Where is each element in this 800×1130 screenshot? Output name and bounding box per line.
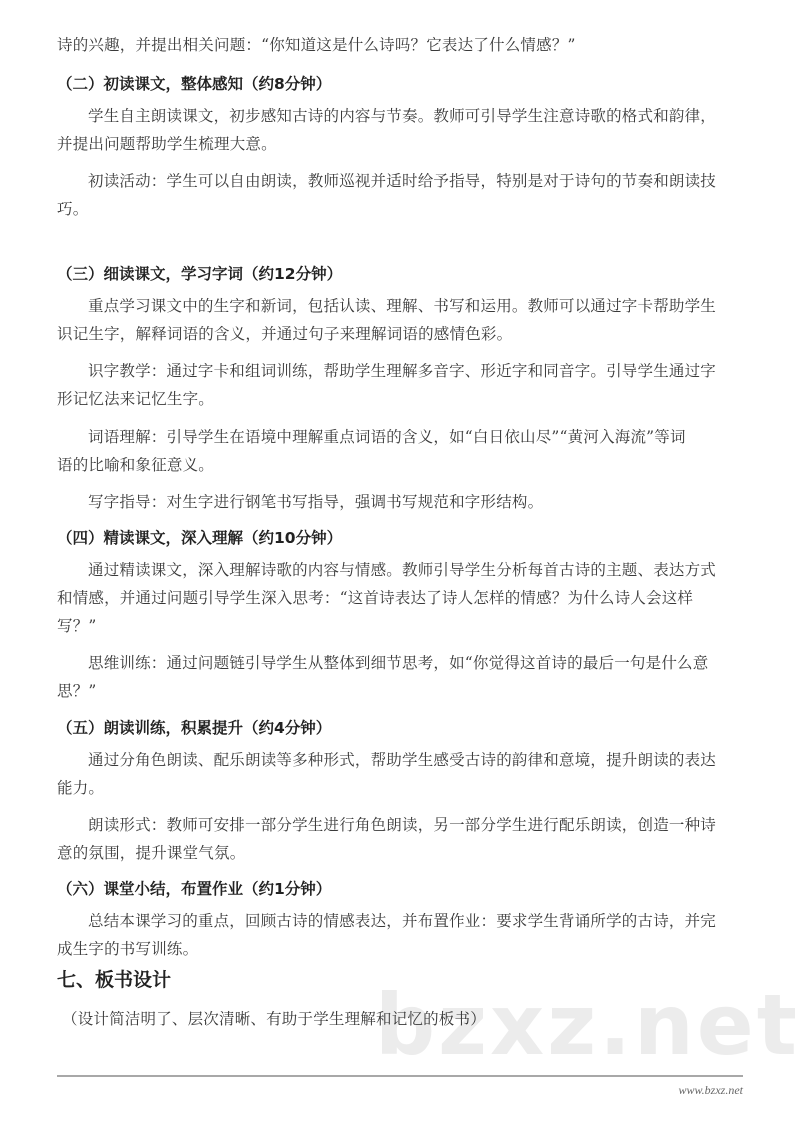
paragraph-line: 写？”	[57, 617, 97, 635]
section-heading-5: （五）朗读训练，积累提升（约4分钟）	[57, 719, 332, 737]
paragraph-line: 总结本课学习的重点，回顾古诗的情感表达，并布置作业：要求学生背诵所学的古诗，并完	[88, 912, 717, 930]
section-heading-3: （三）细读课文，学习字词（约12分钟）	[57, 265, 343, 283]
paragraph-line: 朗读形式：教师可安排一部分学生进行角色朗读，另一部分学生进行配乐朗读，创造一种诗	[88, 816, 717, 834]
paragraph-line: 学生自主朗读课文，初步感知古诗的内容与节奏。教师可引导学生注意诗歌的格式和韵律，	[88, 107, 717, 125]
paragraph-line: 和情感，并通过问题引导学生深入思考：“这首诗表达了诗人怎样的情感？为什么诗人会这样	[57, 589, 694, 607]
paragraph-line: 能力。	[57, 779, 105, 797]
paragraph-line: 并提出问题帮助学生梳理大意。	[57, 135, 277, 153]
paragraph-line: 写字指导：对生字进行钢笔书写指导，强调书写规范和字形结构。	[88, 493, 544, 511]
paragraph-line: 词语理解：引导学生在语境中理解重点词语的含义，如“白日依山尽”“黄河入海流”等词	[88, 428, 686, 446]
footer-url: www.bzxz.net	[678, 1083, 743, 1097]
paragraph-line: 巧。	[57, 200, 89, 218]
paragraph-line: 重点学习课文中的生字和新词，包括认读、理解、书写和运用。教师可以通过字卡帮助学生	[88, 297, 717, 315]
paragraph-line: 识字教学：通过字卡和组词训练，帮助学生理解多音字、形近字和同音字。引导学生通过字	[88, 362, 717, 380]
chapter-heading-7: 七、板书设计	[57, 969, 172, 991]
paragraph-line: 成生字的书写训练。	[57, 940, 199, 958]
section-heading-6: （六）课堂小结，布置作业（约1分钟）	[57, 880, 332, 898]
paragraph-line: 识记生字，解释词语的含义，并通过句子来理解词语的感情色彩。	[57, 325, 513, 343]
paragraph-line: 思？”	[57, 682, 97, 700]
paragraph-line: 通过精读课文，深入理解诗歌的内容与情感。教师引导学生分析每首古诗的主题、表达方式	[88, 561, 717, 579]
paragraph-line: 意的氛围，提升课堂气氛。	[57, 844, 246, 862]
footer-divider	[57, 1075, 743, 1077]
section-heading-4: （四）精读课文，深入理解（约10分钟）	[57, 529, 343, 547]
paragraph-line: 通过分角色朗读、配乐朗读等多种形式，帮助学生感受古诗的韵律和意境，提升朗读的表达	[88, 751, 717, 769]
section-heading-2: （二）初读课文，整体感知（约8分钟）	[57, 75, 332, 93]
paragraph-line: 初读活动：学生可以自由朗读，教师巡视并适时给予指导，特别是对于诗句的节奏和朗读技	[88, 172, 717, 190]
paragraph-line: 语的比喻和象征意义。	[57, 456, 215, 474]
watermark: bzxz.net	[375, 976, 800, 1074]
paragraph-line: 思维训练：通过问题链引导学生从整体到细节思考，如“你觉得这首诗的最后一句是什么意	[88, 654, 709, 672]
board-design-note: （设计简洁明了、层次清晰、有助于学生理解和记忆的板书）	[62, 1010, 486, 1028]
intro-line: 诗的兴趣，并提出相关问题：“你知道这是什么诗吗？它表达了什么情感？”	[57, 36, 576, 54]
paragraph-line: 形记忆法来记忆生字。	[57, 390, 215, 408]
